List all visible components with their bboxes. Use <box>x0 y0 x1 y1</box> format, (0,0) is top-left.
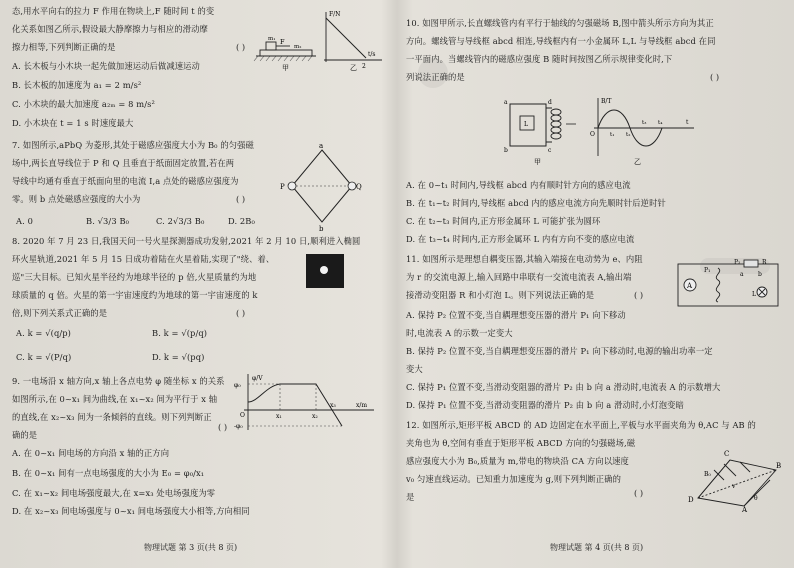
q6-caption-a: 甲 <box>282 64 289 72</box>
q8-line-4: 球质量的 q 倍。火星的第一宇宙速度约为地球的第一宇宙速度的 k <box>12 290 258 300</box>
q10-figure-jia <box>504 99 576 166</box>
q10-option-b: B. 在 t₁~t₂ 时间内,导线框 abcd 内的感应电流方向先顺时针后逆时针 <box>406 198 666 208</box>
q8-option-b: B. k = √(p/q) <box>152 328 208 338</box>
right-page <box>402 4 788 564</box>
q11-line-1: 11. 如图所示是理想自耦变压器,其输入端接在电动势为 e、内阻 <box>406 254 643 264</box>
q10-t4: t₄ <box>658 120 663 126</box>
q10-a-label: a <box>504 99 508 106</box>
q6-fn-label: F/N <box>329 11 341 18</box>
q6-line-1: 态,用水平向右的拉力 F 作用在物块上,F 随时间 t 的变 <box>12 6 215 16</box>
q11-a-end: a <box>740 271 744 278</box>
q11-option-b-1: B. 保持 P₂ 位置不变,当自耦理想变压器的滑片 P₁ 向下移动时,电源的输出功率一定 <box>406 346 713 356</box>
q8-line-2: 环火星轨道,2021 年 5 月 15 日成功着陆在火星着陆,实现了"绕、着、 <box>12 254 275 264</box>
q11-ammeter: A <box>687 282 693 290</box>
q11-option-d: D. 保持 P₁ 位置不变,当滑动变阻器的滑片 P₂ 由 b 向 a 滑动时,小灯泡变暗 <box>406 400 684 410</box>
q6-line-3: 擦力相等,下列判断正确的是 <box>12 42 116 52</box>
left-footer: 物理试题 第 3 页(共 8 页) <box>144 543 238 552</box>
q8-option-c: C. k = √(P/q) <box>16 352 72 362</box>
q7-option-b: B. √3/3 B₀ <box>86 216 130 226</box>
q9-line-4: 确的是 <box>12 430 38 440</box>
q9-figure <box>234 372 380 434</box>
q9-option-c: C. 在 x₁~x₂ 间电场强度最大,在 x=x₃ 处电场强度为零 <box>12 488 216 498</box>
q11-answer-paren: ( ) <box>634 290 644 300</box>
q8-mars-photo <box>306 254 344 288</box>
q10-caption-jia: 甲 <box>534 158 541 166</box>
q6-m2-label: m₂ <box>294 44 302 50</box>
q12-line-5: 是 <box>406 492 415 502</box>
q12-answer-paren: ( ) <box>634 488 644 498</box>
q6-option-b: B. 长木板的加速度为 a₁ = 2 m/s² <box>12 80 142 90</box>
q9-option-a: A. 在 0~x₁ 间电场的方向沿 x 轴的正方向 <box>12 448 170 458</box>
q12-v-label: v <box>732 483 736 490</box>
q12-line-2: 夹角也为 θ,空间有垂直于矩形平板 ABCD 方向的匀强磁场,磁 <box>406 438 636 448</box>
q6-figure-b <box>324 11 382 72</box>
q8-line-5: 倍,则下列关系式正确的是 <box>12 308 108 318</box>
right-footer: 物理试题 第 4 页(共 8 页) <box>550 543 644 552</box>
q10-option-a: A. 在 0~t₁ 时间内,导线框 abcd 内有顺时针方向的感应电流 <box>406 180 631 190</box>
mars-dot <box>320 266 328 274</box>
q6-line-2: 化关系如图乙所示,假设最大静摩擦力与相应的滑动摩 <box>12 24 208 34</box>
q9-x1: x₁ <box>276 413 282 420</box>
q6-caption-b: 乙 <box>350 64 357 72</box>
q7-figure <box>282 142 362 232</box>
q10-line-1: 10. 如图甲所示,长直螺线管内有平行于轴线的匀强磁场 B,图中箭头所示方向为其正 <box>406 18 714 28</box>
q7-b-label: b <box>319 225 324 233</box>
q9-line-1: 9. 一电场沿 x 轴方向,x 轴上各点电势 φ 随坐标 x 的关系 <box>12 376 225 386</box>
q8-option-a: A. k = √(q/p) <box>16 328 71 338</box>
q12-a-label: A <box>742 506 748 514</box>
q10-origin: O <box>590 131 595 138</box>
q10-line-3: 一平面内。当螺线管内的磁感应强度 B 随时间按图乙所示规律变化时,下 <box>406 54 673 64</box>
q10-t3: t₃ <box>642 120 647 126</box>
q9-x2: x₂ <box>312 413 318 420</box>
left-page <box>6 4 388 564</box>
q11-line-2: 为 r 的交流电源上,输入回路中串联有一交流电流表 A,输出端 <box>406 272 632 282</box>
q10-l-label: L <box>524 121 528 128</box>
scan-smudge <box>700 258 770 274</box>
q12-b0-label: B₀ <box>704 471 711 478</box>
q7-option-c: C. 2√3/3 B₀ <box>156 216 205 226</box>
q11-b-end: b <box>758 271 762 278</box>
q10-t1: t₁ <box>610 132 615 138</box>
q11-line-3: 接滑动变阻器 R 和小灯泡 L。则下列说法正确的是 <box>406 290 595 300</box>
q12-line-4: v₀ 匀速直线运动。已知重力加速度为 g,则下列判断正确的 <box>406 474 621 484</box>
q9-line-2: 如图所示,在 0~x₁ 间为曲线,在 x₁~x₂ 间为平行于 x 轴 <box>12 394 218 404</box>
q10-c-label: c <box>548 147 552 154</box>
q11-p2: P₂ <box>734 259 741 266</box>
q7-line-1: 7. 如图所示,aPbQ 为菱形,其处于磁感应强度大小为 B₀ 的匀强磁 <box>12 140 254 150</box>
q12-figure <box>684 436 784 512</box>
q9-answer-paren: ( ) <box>218 422 228 432</box>
q10-line-4: 列说法正确的是 <box>406 72 465 82</box>
q8-line-1: 8. 2020 年 7 月 23 日,我国天问一号火星探测器成功发射,2021 年 2 月 10 日,顺利进入椭圆 <box>12 236 361 246</box>
q6-t-label: t/s <box>368 51 376 58</box>
scan-smudge <box>418 58 448 88</box>
q8-answer-paren: ( ) <box>236 308 246 318</box>
q7-p-label: P <box>280 183 285 191</box>
q12-b-label: B <box>776 462 782 470</box>
q6-m1-label: m₁ <box>268 36 276 42</box>
q7-option-d: D. 2B₀ <box>228 216 255 226</box>
q12-c-label: C <box>724 450 730 458</box>
q10-b-label: b <box>504 147 508 154</box>
q10-figure <box>484 94 696 166</box>
q9-neg-phi0: -φ₀ <box>234 423 243 430</box>
q6-two-tick: 2 <box>362 63 366 70</box>
q9-origin: O <box>240 412 245 419</box>
q10-option-d: D. 在 t₃~t₄ 时间内,正方形金属环 L 内有方向不变的感应电流 <box>406 234 635 244</box>
q9-phi0: φ₀ <box>234 382 241 389</box>
q12-d-label: D <box>688 496 694 504</box>
q6-option-d: D. 小木块在 t = 1 s 时速度最大 <box>12 118 134 128</box>
q10-line-2: 方向。螺线管与导线框 abcd 相连,导线框内有一小金属环 L,L 与导线框 abcd 在同 <box>406 36 716 46</box>
q8-line-3: 巡"三大目标。已知火星半径约为地球半径的 p 倍,火星质量约为地 <box>12 272 257 282</box>
q9-phi-axis: φ/V <box>252 375 263 382</box>
q11-option-a-2: 时,电流表 A 的示数一定变大 <box>406 328 513 338</box>
q7-answer-paren: ( ) <box>236 194 246 204</box>
q12-theta-label: θ <box>754 495 758 502</box>
q11-option-a-1: A. 保持 P₂ 位置不变,当自耦理想变压器的滑片 P₁ 向下移动 <box>406 310 626 320</box>
q10-t-axis: t <box>686 119 689 126</box>
q9-x-axis: x/m <box>356 402 368 409</box>
q10-t2: t₂ <box>626 132 631 138</box>
q11-r: R <box>762 259 767 266</box>
q7-a-label: a <box>319 142 324 150</box>
q11-option-c: C. 保持 P₁ 位置不变,当滑动变阻器的滑片 P₂ 由 b 向 a 滑动时,电流表 A 的示数增大 <box>406 382 721 392</box>
q7-line-4: 零。则 b 点处磁感应强度的大小为 <box>12 194 141 204</box>
q6-option-a: A. 长木板与小木块一起先做加速运动后做减速运动 <box>12 61 200 71</box>
q9-option-b: B. 在 0~x₁ 间有一点电场强度的大小为 E₀ = φ₀/x₁ <box>12 468 205 478</box>
q7-q-label: Q <box>356 183 362 191</box>
q8-option-d: D. k = √(pq) <box>152 352 205 362</box>
q10-b-axis: B/T <box>601 98 612 105</box>
q11-lamp: L <box>752 291 756 298</box>
q9-x3: x₃ <box>330 402 336 409</box>
q10-figure-yi <box>590 98 694 166</box>
q10-option-c: C. 在 t₂~t₃ 时间内,正方形金属环 L 可能扩张为圆环 <box>406 216 601 226</box>
q7-line-3: 导线中均通有垂直于纸面向里的电流 I,a 点处的磁感应强度为 <box>12 176 239 186</box>
q12-line-3: 感应强度大小为 B₀,质量为 m,带电的物块沿 CA 方向以速度 <box>406 456 629 466</box>
q10-caption-yi: 乙 <box>634 158 641 166</box>
q9-line-3: 的直线,在 x₂~x₃ 间为一条倾斜的直线。则下列判断正 <box>12 412 212 422</box>
q10-answer-paren: ( ) <box>710 72 720 82</box>
q6-force-label: F <box>280 38 285 46</box>
q12-line-1: 12. 如图所示,矩形平板 ABCD 的 AD 边固定在水平面上,平板与水平面夹角为 θ,AC 与 AB 的 <box>406 420 756 430</box>
q11-p1: P₁ <box>704 267 711 274</box>
q6-option-c: C. 小木块的最大加速度 a₂ₘ = 8 m/s² <box>12 99 155 109</box>
q11-option-b-2: 变大 <box>406 364 423 374</box>
q10-d-label: d <box>548 99 552 106</box>
q9-option-d: D. 在 x₂~x₃ 间电场强度与 0~x₁ 间电场强度大小相等,方向相同 <box>12 506 250 516</box>
q7-line-2: 场中,两长直导线位于 P 和 Q 且垂直于纸面固定放置,若在两 <box>12 158 235 168</box>
q7-option-a: A. 0 <box>16 216 33 226</box>
q6-figure-a <box>254 36 316 72</box>
q6-answer-paren: ( ) <box>236 42 246 52</box>
q6-figure <box>254 8 384 72</box>
